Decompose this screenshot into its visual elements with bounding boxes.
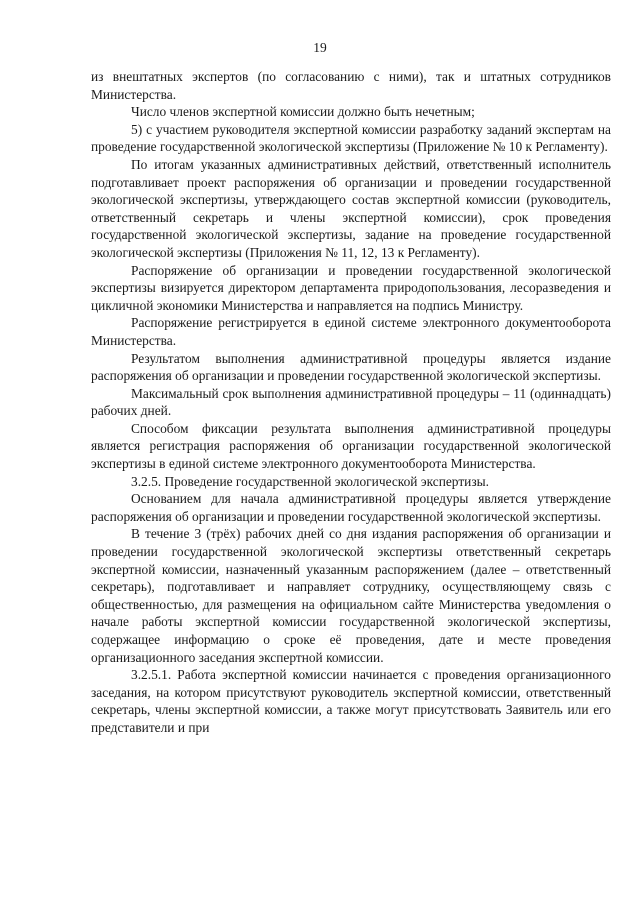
paragraph: Способом фиксации результата выполнения административной процедуры является регистрация распоряжения об организации государственной экологической экспертизы в единой системе электронного документооборота Министерства. <box>91 420 611 472</box>
paragraph: Число членов экспертной комиссии должно быть нечетным; <box>131 104 475 120</box>
paragraph: В течение 3 (трёх) рабочих дней со дня издания распоряжения об организации и проведении государственной экологической экспертизы ответственный секретарь экспертной комиссии, назначенный указанным распоряжением (далее – ответственный секретарь), подготавливает и направляет сотруднику, осуществляющему связь с общественностью, для размещения на официальном сайте Министерства уведомления о начале работы экспертной комиссии государственной экологической экспертизы, содержащее информацию о сроке её проведения, дате и месте проведения организационного заседания экспертной комиссии. <box>91 526 611 665</box>
paragraph: Результатом выполнения административной процедуры является издание распоряжения об организации и проведении государственной экологической экспертизы. <box>91 350 611 384</box>
paragraph: Основанием для начала административной процедуры является утверждение распоряжения об организации и проведении государственной экологической экспертизы. <box>91 491 611 524</box>
page-number: 19 <box>313 40 327 55</box>
paragraph: Распоряжение об организации и проведении государственной экологической экспертизы визируется директором департамента природопользования, лесоразведения и цикличной экономики Министерства и направляется на подпись Министру. <box>91 262 611 313</box>
paragraph: По итогам указанных административных действий, ответственный исполнитель подготавливает проект распоряжения об организации и проведении государственной экологической экспертизы, утверждающего состав экспертной комиссии (руководитель, ответственный секретарь и члены экспертной комиссии), срок проведения государственной экологической экспертизы, задание на проведение государственной экологической экспертизы (Приложения № 11, 12, 13 к Регламенту). <box>91 156 611 260</box>
paragraph: 5) с участием руководителя экспертной комиссии разработку заданий экспертам на проведение государственной экологической экспертизы (Приложение № 10 к Регламенту). <box>91 121 611 155</box>
document-body <box>91 68 611 737</box>
paragraph: Максимальный срок выполнения административной процедуры – 11 (одиннадцать) рабочих дней. <box>91 385 611 419</box>
paragraph: Распоряжение регистрируется в единой системе электронного документооборота Министерства. <box>91 315 611 348</box>
paragraph: из внештатных экспертов (по согласованию с ними), так и штатных сотрудников Министерства. <box>91 69 611 102</box>
section-heading: 3.2.5. Проведение государственной экологической экспертизы. <box>131 473 489 489</box>
paragraph: 3.2.5.1. Работа экспертной комиссии начинается с проведения организационного заседания, на котором присутствуют руководитель экспертной комиссии, ответственный секретарь, члены экспертной комиссии, а также могут присутствовать Заявитель или его представители и при <box>91 667 611 735</box>
